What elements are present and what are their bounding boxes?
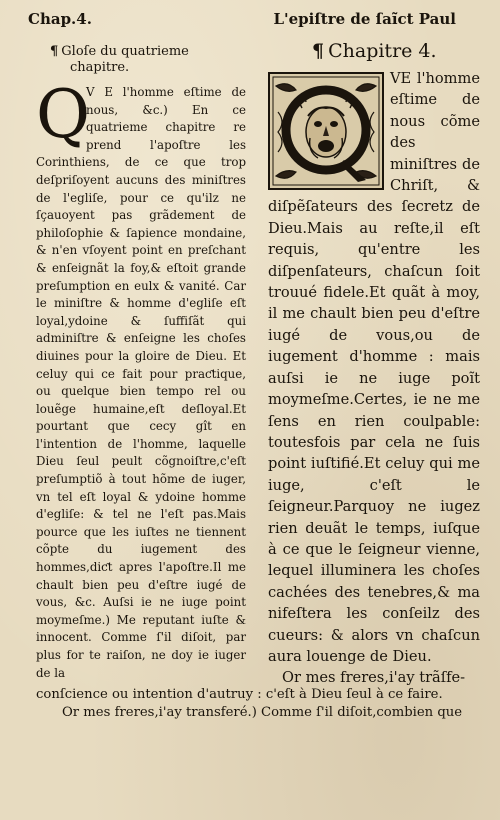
chapter-title: Chapitre 4.	[328, 40, 437, 62]
gloss-column	[36, 44, 246, 682]
chapter-text: VE l'homme eſtime de nous cõme des miniſtres de Chriſt, & diſpẽſateurs des ſecretz de Dieu.Mais au reſte,il eſt requis, qu'entre les diſpenſateurs, chaſcun ſoit trouué fidele.Et quãt à moy, il me chault bien peu d'eſtre iugé de vous,ou de iugement d'homme : mais auſsi ie ne iuge poĩt moymeſme.Certes, ie ne me ſens en rien coulpable: toutesfois par cela ne ſuis point iuſtifié.Et celuy qui me iuge, c'eſt le ſeigneur.Parquoy ne iugez rien deuãt le temps, iuſque à ce que le ſeigneur vienne, lequel illuminera les choſes cachées des tenebres,& ma nifeſtera les conſeilz des cueurs: & alors vn chaſcun aura louenge de Dieu.	[268, 70, 480, 665]
running-head-title: L'epiſtre de ſaĩct Paul	[273, 10, 456, 28]
running-head	[28, 10, 468, 32]
gloss-body	[36, 76, 246, 682]
bottom-line-1: conſcience ou intention d'autruy : c'eſt à Dieu ſeul à ce faire.	[36, 687, 443, 702]
gloss-text: V E l'homme eſtime de nous, &c.) En ce quatrieme chapitre re prend l'apoſtre les Corinthiens, de ce que trop deſpriſoyent aucuns des miniſtres de l'egliſe, pour ce qu'ilz ne ſçauoyent pas grãdement de philoſophie & ſapience mondaine, & n'en vſoyent point en preſchant & enſeignãt la foy,& eſtoit grande preſumption en eulx & vanité. Car le miniſtre & homme d'egliſe eſt loyal,ydoine & ſuffiſãt qui adminiſtre & enſeigne les choſes diuines pour la gloire de Dieu. Et celuy qui ce fait pour praƈtique, ou quelque bien tempo rel ou louẽge humaine,eſt deſloyal.Et pourtant que cecy gît en l'intention de l'homme, laquelle Dieu ſeul peult cõgnoiſtre,c'eſt preſumptiõ à tout hõme de iuger, vn tel eſt loyal & ydoine homme d'egliſe: & tel ne l'eſt pas.Mais pource que les iuſtes ne tiennent cõpte du iugement des hommes,diƈt apres l'apoſtre.Il me chault bien peu d'eſtre iugé de vous, &c. Auſsi ie ne iuge point moymeſme.) Me reputant iuſte & innocent. Comme ſ'il diſoit, par plus for te raiſon, ne doy ie iuger de la	[36, 85, 246, 680]
gloss-initial-letter: Q	[36, 76, 91, 153]
pilcrow-icon: ¶	[312, 40, 325, 62]
bottom-line-2: Or mes freres,i'ay transferé.) Comme ſ'il diſoit,combien que	[62, 705, 463, 720]
gloss-heading	[36, 44, 246, 76]
pilcrow-icon: ¶	[50, 44, 59, 59]
woodcut-initial-icon	[268, 72, 384, 190]
chapter-column	[268, 40, 480, 689]
running-head-chapter: Chap.4.	[28, 10, 92, 28]
gloss-title: Gloſe du quatrieme chapitre.	[61, 44, 189, 75]
chapter-heading	[268, 40, 480, 62]
chapter-last-line: Or mes freres,i'ay trãſfe-	[282, 669, 466, 687]
